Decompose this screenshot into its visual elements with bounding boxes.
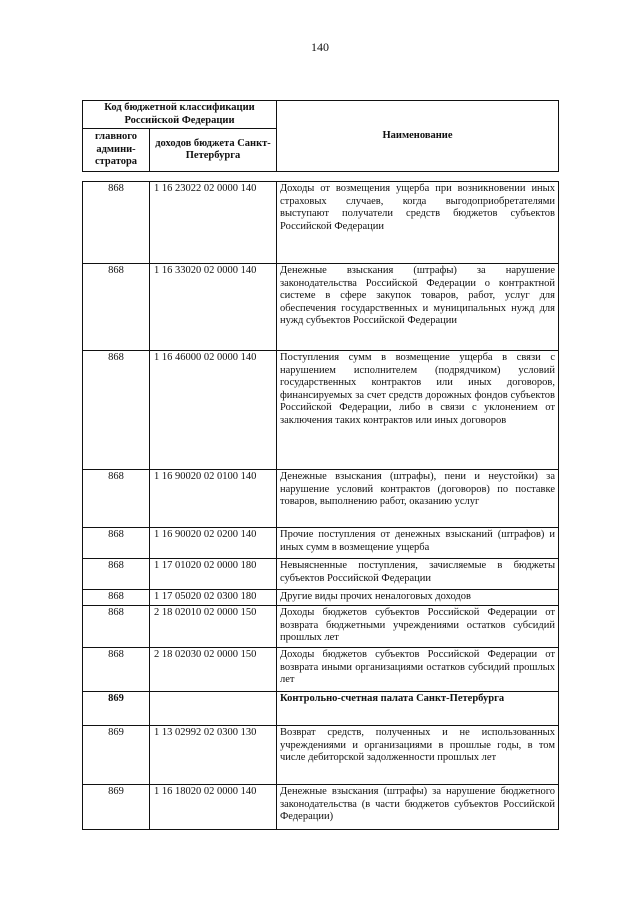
name-cell: Поступления сумм в возмещение ущерба в связи с нарушением исполнителем (подрядчиком) условий государственных контрактов или иных договоров, финансируемых за счет средств дорожных фондов субъектов Российской Федерации, либо в связи с уклонением от заключения таких контрактов или иных договоров [277,351,559,470]
name-cell: Доходы бюджетов субъектов Российской Федерации от возврата иными организациями остатков субсидий прошлых лет [277,648,559,692]
income-code-cell: 1 16 18020 02 0000 140 [150,785,277,830]
name-cell: Доходы от возмещения ущерба при возникновении иных страховых случаев, когда выгодоприобретателями выступают получатели средств бюджетов субъектов Российской Федерации [277,182,559,264]
name-cell: Невыясненные поступления, зачисляемые в бюджеты субъектов Российской Федерации [277,559,559,590]
revenue-codes-table [82,181,559,830]
name-cell: Возврат средств, полученных и не использованных учреждениями и организациями в прошлые годы, в том числе дебиторской задолженности прошлых лет [277,726,559,785]
table-row [83,351,559,470]
admin-code-cell: 869 [83,692,150,726]
admin-code-cell: 868 [83,470,150,528]
income-code-cell: 1 17 05020 02 0300 180 [150,590,277,606]
table-row [83,470,559,528]
income-code-cell: 1 17 01020 02 0000 180 [150,559,277,590]
name-cell: Контрольно-счетная палата Санкт-Петербурга [277,692,559,726]
income-code-cell: 1 13 02992 02 0300 130 [150,726,277,785]
admin-code-cell: 868 [83,264,150,351]
column-header-table [82,100,559,172]
page-number: 140 [311,40,329,54]
table-row [83,559,559,590]
name-cell: Доходы бюджетов субъектов Российской Федерации от возврата бюджетными учреждениями остатков субсидий прошлых лет [277,606,559,648]
table-row [83,264,559,351]
table-row [83,182,559,264]
table-row [83,785,559,830]
income-column-header: доходов бюджета Санкт-Петербурга [150,129,277,172]
admin-code-cell: 869 [83,726,150,785]
admin-code-cell: 868 [83,351,150,470]
table-row [83,648,559,692]
admin-code-cell: 868 [83,590,150,606]
name-column-header: Наименование [277,101,559,172]
budget-classification-header: Код бюджетной классификации Российской Федерации [83,101,277,129]
income-code-cell: 1 16 23022 02 0000 140 [150,182,277,264]
name-cell: Денежные взыскания (штрафы) за нарушение законодательства Российской Федерации о контрактной системе в сфере закупок товаров, работ, услуг для обеспечения государственных и муниципальных нужд для нужд субъектов Российской Федерации [277,264,559,351]
name-cell: Прочие поступления от денежных взысканий (штрафов) и иных сумм в возмещение ущерба [277,528,559,559]
name-cell: Денежные взыскания (штрафы), пени и неустойки) за нарушение условий контрактов (договоров) по поставке товаров, выполнению работ, оказанию услуг [277,470,559,528]
table-row [83,528,559,559]
income-code-cell: 1 16 90020 02 0200 140 [150,528,277,559]
name-cell: Денежные взыскания (штрафы) за нарушение бюджетного законодательства (в части бюджетов субъектов Российской Федерации) [277,785,559,830]
admin-code-cell: 868 [83,648,150,692]
admin-code-cell: 868 [83,528,150,559]
income-code-cell: 1 16 90020 02 0100 140 [150,470,277,528]
income-code-cell: 1 16 33020 02 0000 140 [150,264,277,351]
admin-code-cell: 869 [83,785,150,830]
income-code-cell [150,692,277,726]
table-row [83,590,559,606]
admin-code-cell: 868 [83,559,150,590]
income-code-cell: 2 18 02010 02 0000 150 [150,606,277,648]
income-code-cell: 1 16 46000 02 0000 140 [150,351,277,470]
table-row [83,606,559,648]
table-row [83,692,559,726]
name-cell: Другие виды прочих неналоговых доходов [277,590,559,606]
admin-code-cell: 868 [83,606,150,648]
income-code-cell: 2 18 02030 02 0000 150 [150,648,277,692]
admin-column-header: главного админи-стратора [83,129,150,172]
table-row [83,726,559,785]
admin-code-cell: 868 [83,182,150,264]
